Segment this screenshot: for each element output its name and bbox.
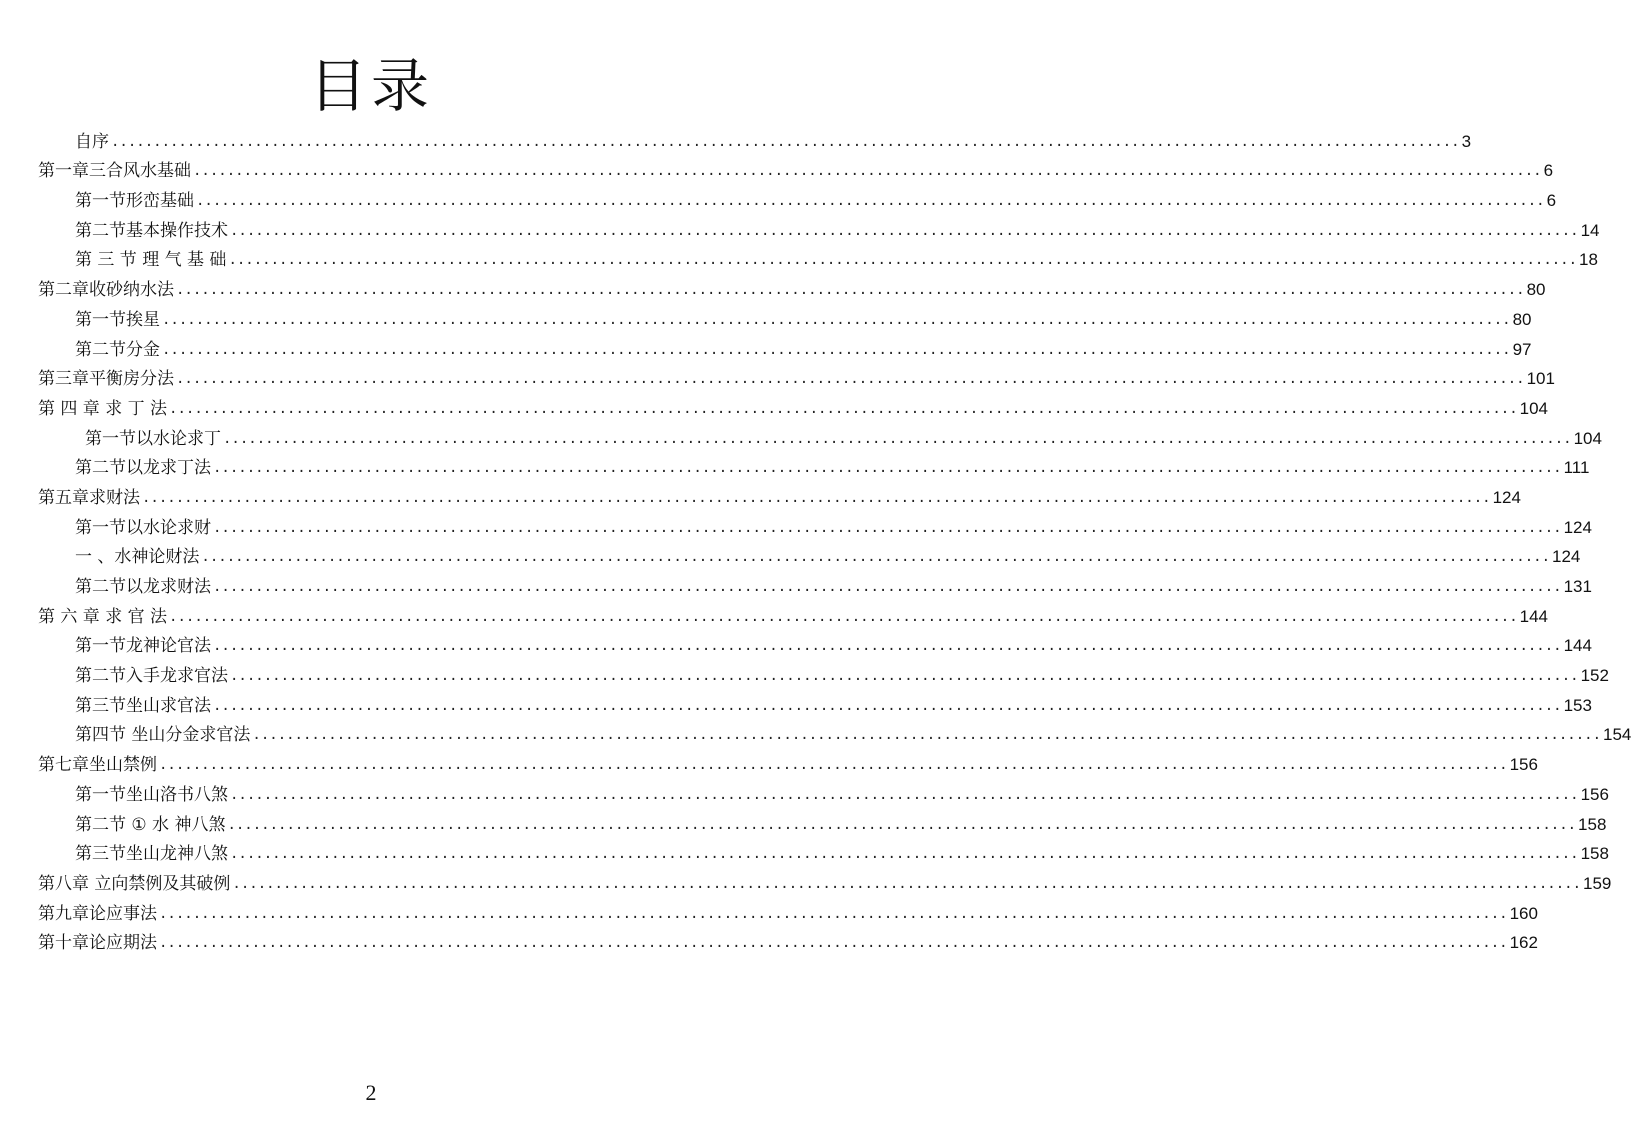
toc-entry [38,451,1590,481]
toc-entry [38,362,1555,392]
toc-entry [38,124,1472,154]
toc-dot-leader: ................................................................................................................................................................ [213,638,1562,655]
toc-entry-page: 144 [1519,606,1548,626]
toc-entry-label: 第三节坐山求官法 [75,695,211,716]
toc-entry-label: 第 三 节 理 气 基 础 [75,250,227,271]
toc-entry [38,421,1602,451]
toc-entry-page: 97 [1512,339,1532,359]
toc-entry [38,777,1609,807]
toc-entry-page: 104 [1519,398,1548,418]
toc-dot-leader: ................................................................................................................................................................ [228,252,1578,269]
toc-dot-leader: ................................................................................................................................................................ [193,163,1542,180]
toc-entry [38,866,1612,896]
toc-entry-label: 自序 [75,131,109,152]
toc-dot-leader: ................................................................................................................................................................ [176,282,1525,299]
toc-entry-label: 第 六 章 求 官 法 [38,606,168,627]
toc-entry-label: 第一节以水论求财 [75,517,211,538]
toc-entry-page: 152 [1580,666,1609,686]
toc-dot-leader: ................................................................................................................................................................ [252,727,1601,744]
toc-entry-label: 第四节 坐山分金求官法 [75,725,251,746]
page-number: 2 [365,1080,377,1105]
toc-title: 目录 [308,52,433,120]
toc-dot-leader: ................................................................................................................................................................ [176,371,1525,388]
toc-entry-label: 第二节分金 [75,339,160,360]
toc-dot-leader: ................................................................................................................................................................ [159,905,1508,922]
toc-entry-label: 第十章论应期法 [38,933,157,954]
toc-entry-page: 158 [1578,814,1607,834]
toc-entry [38,540,1581,570]
toc-entry [38,658,1609,688]
toc-entry-page: 153 [1563,695,1592,715]
toc-entry-page: 124 [1492,487,1521,507]
toc-entry-label: 第三章平衡房分法 [38,369,174,390]
toc-entry-label: 第九章论应事法 [38,903,157,924]
toc-dot-leader: ................................................................................................................................................................ [232,875,1581,892]
toc-entry-page: 6 [1546,191,1557,211]
toc-entry-page: 159 [1583,873,1612,893]
toc-entry-label: 第一节龙神论官法 [75,636,211,657]
toc-entry-label: 第一节坐山洛书八煞 [75,784,228,805]
toc-entry-label: 第三节坐山龙神八煞 [75,844,228,865]
toc-entry [38,896,1538,926]
toc-entry-page: 160 [1509,903,1538,923]
toc-entry-page: 124 [1552,547,1581,567]
toc-entry-page: 162 [1509,933,1538,953]
toc-entry-page: 124 [1563,517,1592,537]
toc-entry [38,243,1598,273]
toc-entry-page: 14 [1580,220,1600,240]
toc-entry-label: 第五章求财法 [38,487,140,508]
toc-entry [38,747,1538,777]
toc-dot-leader: ................................................................................................................................................................ [159,757,1508,774]
toc-entry [38,718,1631,748]
toc-entry [38,926,1538,956]
toc-entry [38,183,1557,213]
toc-entry-page: 6 [1543,161,1554,181]
toc-entry [38,837,1609,867]
toc-entry-page: 156 [1580,784,1609,804]
toc-entry [38,213,1600,243]
toc-entry [38,807,1607,837]
toc-dot-leader: ................................................................................................................................................................ [230,846,1579,863]
toc-entry-page: 104 [1573,428,1602,448]
toc-dot-leader: ................................................................................................................................................................ [142,489,1491,506]
toc-entry [38,391,1548,421]
toc-entry-page: 80 [1526,280,1546,300]
toc-entry-label: 第二节以龙求丁法 [75,458,211,479]
toc-dot-leader: ................................................................................................................................................................ [159,935,1508,952]
toc-dot-leader: ................................................................................................................................................................ [111,133,1460,150]
toc-entry-label: 第一节形峦基础 [75,191,194,212]
toc-dot-leader: ................................................................................................................................................................ [162,341,1511,358]
toc-entry [38,569,1592,599]
toc-entry-label: 第一节以水论求丁 [85,428,221,449]
toc-entry-page: 131 [1563,577,1592,596]
toc-entry [38,599,1548,629]
toc-entry-label: 第八章 立向禁例及其破例 [38,873,231,894]
toc-entry-page: 156 [1509,755,1538,775]
toc-dot-leader: ................................................................................................................................................................ [230,786,1579,803]
toc-dot-leader: ................................................................................................................................................................ [213,519,1562,536]
toc-entry [38,272,1546,302]
toc-entry-page: 18 [1579,250,1598,270]
toc-dot-leader: ................................................................................................................................................................ [227,816,1577,833]
toc-dot-leader: ................................................................................................................................................................ [213,579,1562,595]
toc-entry-label: 第二章收砂纳水法 [38,280,174,301]
toc-entry [38,629,1592,659]
toc-dot-leader: ................................................................................................................................................................ [162,311,1511,328]
toc-dot-leader: ................................................................................................................................................................ [230,668,1579,685]
toc-entry-label: 第二节入手龙求官法 [75,666,228,687]
toc-entry-label: 第一章三合风水基础 [38,161,191,182]
toc-entry [38,154,1554,184]
toc-entry [38,510,1592,540]
toc-dot-leader: ................................................................................................................................................................ [196,193,1545,210]
toc-dot-leader: ................................................................................................................................................................ [230,222,1579,239]
toc-dot-leader: ................................................................................................................................................................ [169,400,1518,417]
toc-entry [38,302,1532,332]
toc-entry-page: 144 [1563,636,1592,656]
toc-entry-label: 一 、水神论财法 [75,547,200,568]
toc-entry-page: 158 [1580,844,1609,864]
toc-entry-page: 111 [1563,458,1590,478]
toc-dot-leader: ................................................................................................................................................................ [169,608,1518,625]
toc-list [38,124,1631,955]
toc-entry-label: 第 四 章 求 丁 法 [38,398,168,419]
toc-entry-page: 154 [1603,725,1631,745]
toc-entry [38,688,1592,718]
toc-entry-page: 80 [1512,309,1532,329]
toc-entry-label: 第二节以龙求财法 [75,577,211,597]
toc-entry-label: 第七章坐山禁例 [38,755,157,776]
toc-entry-label: 第一节挨星 [75,309,160,330]
toc-dot-leader: ................................................................................................................................................................ [213,460,1562,477]
toc-entry [38,332,1532,362]
toc-dot-leader: ................................................................................................................................................................ [201,549,1550,566]
toc-dot-leader: ................................................................................................................................................................ [223,430,1572,447]
toc-entry-label: 第二节 ① 水 神八煞 [75,814,226,835]
toc-entry [38,480,1521,510]
toc-dot-leader: ................................................................................................................................................................ [213,697,1562,714]
toc-entry-label: 第二节基本操作技术 [75,220,228,241]
toc-entry-page: 3 [1461,131,1472,151]
toc-entry-page: 101 [1526,369,1555,389]
